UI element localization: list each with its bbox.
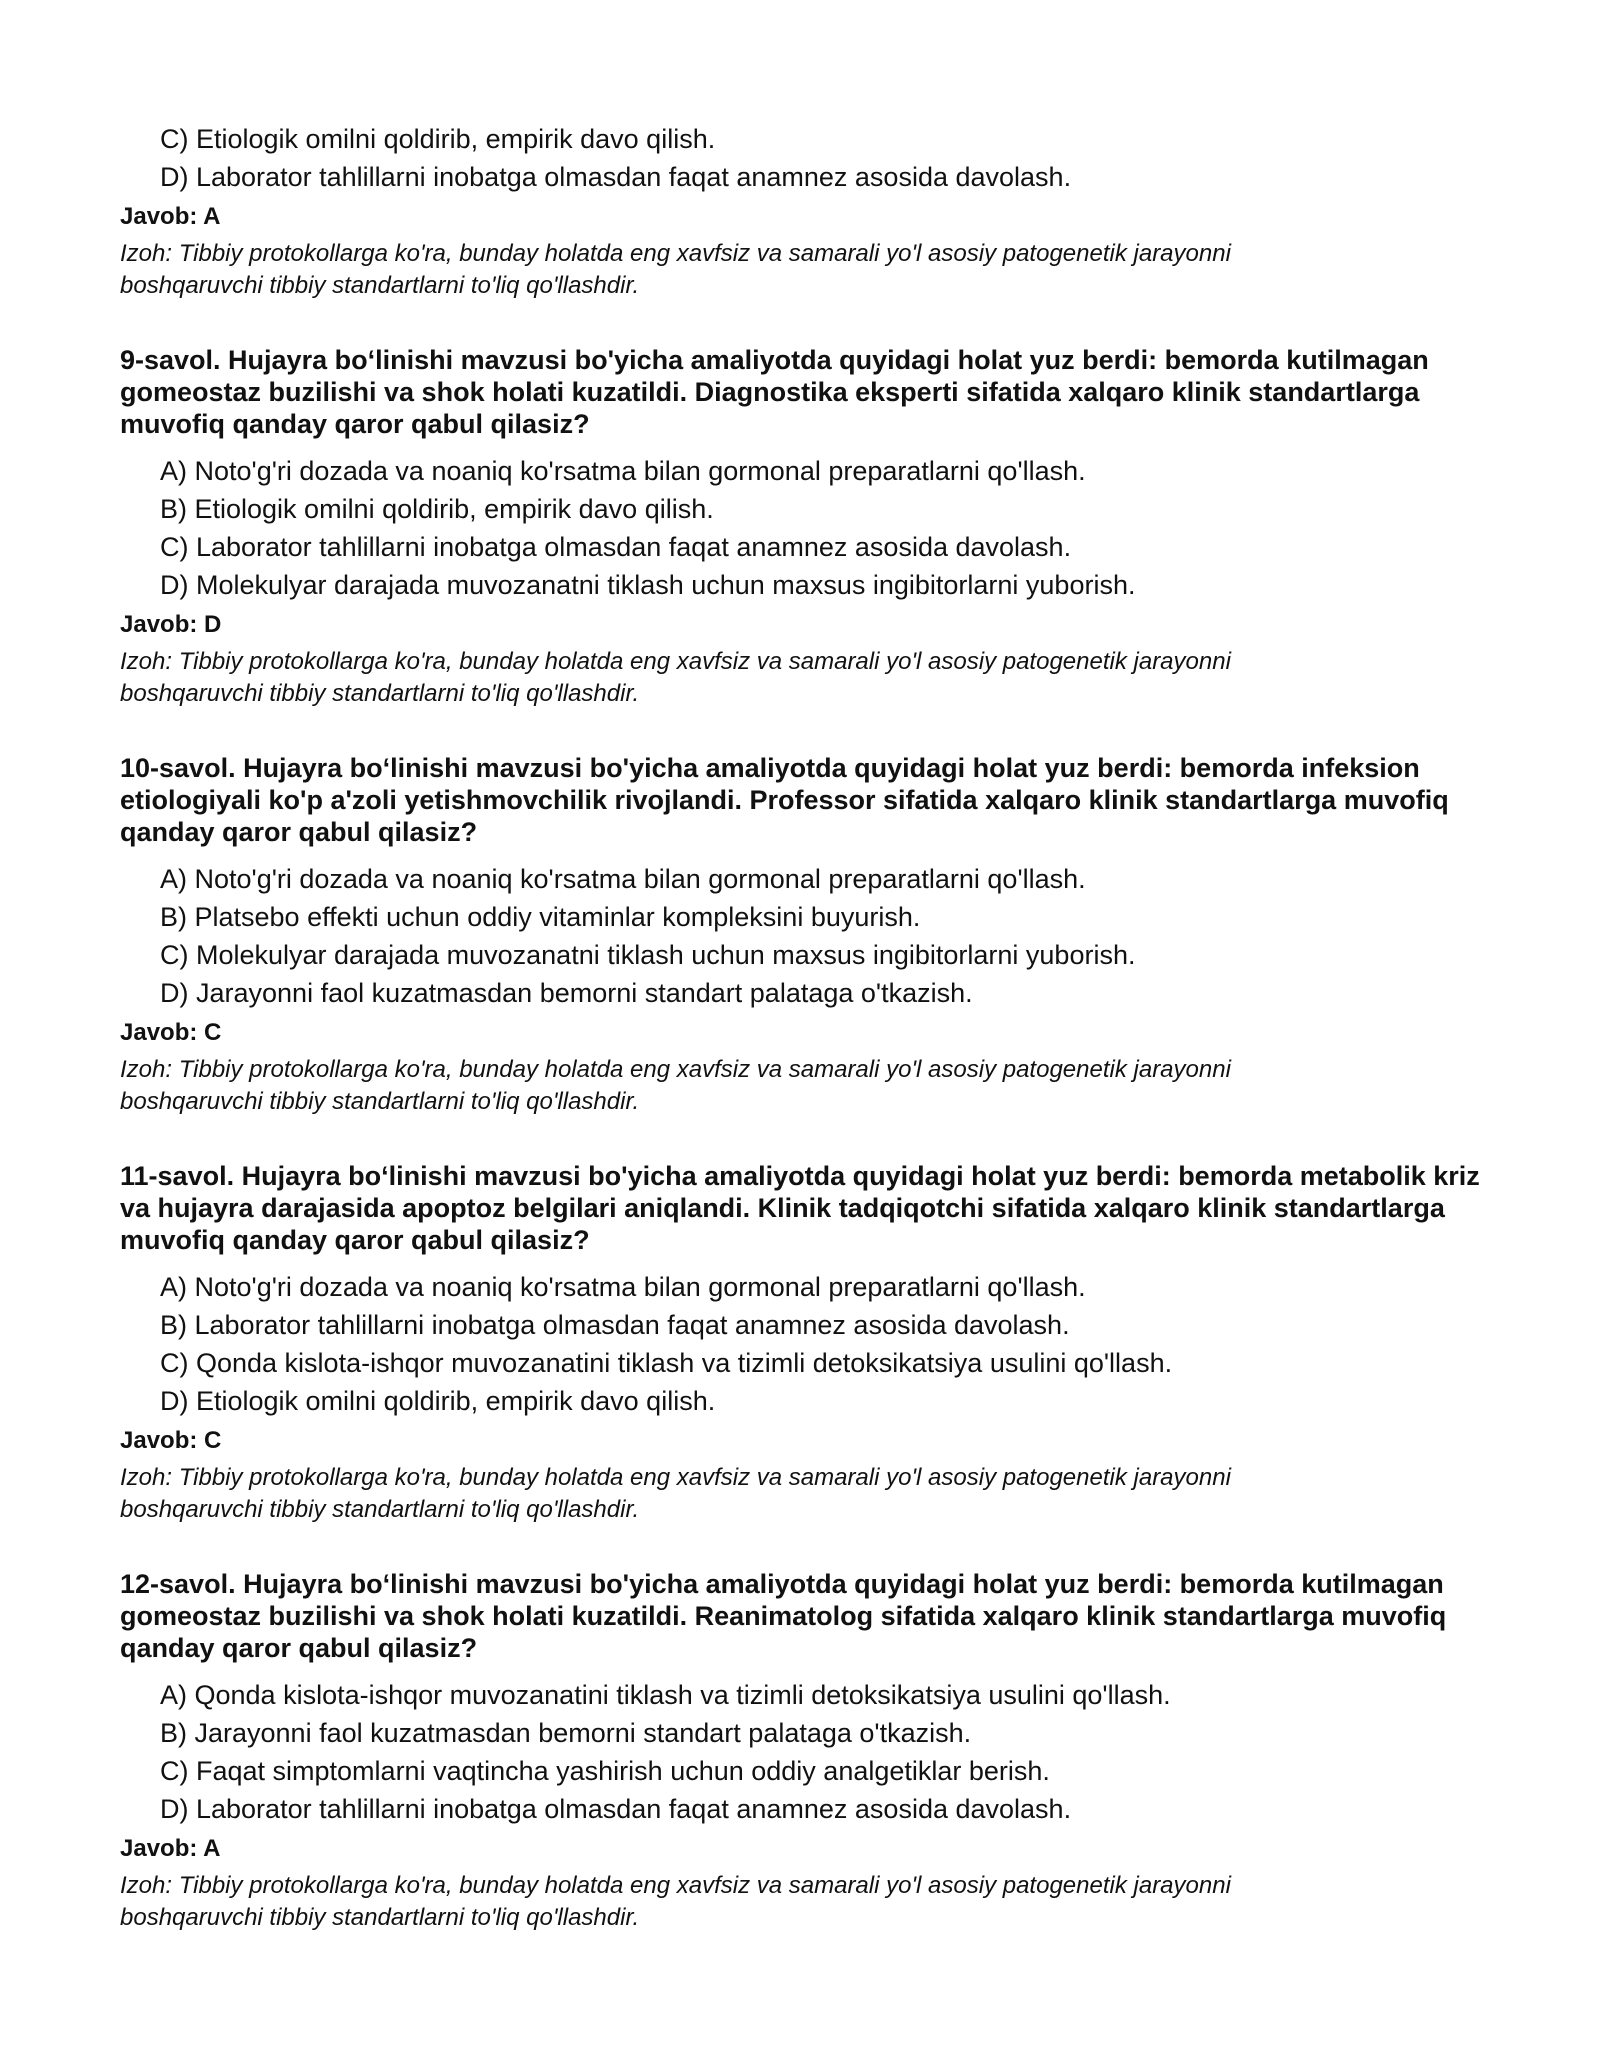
- document-page: [120, 120, 1500, 1934]
- answer-option-d: D) Laborator tahlillarni inobatga olmasdan faqat anamnez asosida davolash.: [160, 162, 1072, 192]
- correct-answer: Javob: A: [120, 1835, 221, 1862]
- answer-option-a: A) Qonda kislota-ishqor muvozanatini tiklash va tizimli detoksikatsiya usulini qo'llash.: [160, 1680, 1171, 1710]
- explanation-note: Izoh: Tibbiy protokollarga ko'ra, bunday holatda eng xavfsiz va samarali yo'l asosiy patogenetik jarayonni boshqaruvchi tibbiy standartlarni to'liq qo'llashdir.: [120, 240, 1231, 299]
- answer-option-a: A) Noto'g'ri dozada va noaniq ko'rsatma bilan gormonal preparatlarni qo'llash.: [160, 456, 1086, 486]
- answer-option-c: C) Qonda kislota-ishqor muvozanatini tiklash va tizimli detoksikatsiya usulini qo'llash.: [160, 1348, 1173, 1378]
- answer-option-a: A) Noto'g'ri dozada va noaniq ko'rsatma bilan gormonal preparatlarni qo'llash.: [160, 864, 1086, 894]
- question-text: 9-savol. Hujayra bo‘linishi mavzusi bo'yicha amaliyotda quyidagi holat yuz berdi: bemorda kutilmagan gomeostaz buzilishi va shok holati kuzatildi. Diagnostika eksperti sifatida xalqaro klinik standartlarga muvofiq qanday qaror qabul qilasiz?: [120, 345, 1429, 439]
- explanation-note: Izoh: Tibbiy protokollarga ko'ra, bunday holatda eng xavfsiz va samarali yo'l asosiy patogenetik jarayonni boshqaruvchi tibbiy standartlarni to'liq qo'llashdir.: [120, 1872, 1231, 1931]
- correct-answer: Javob: A: [120, 203, 221, 230]
- explanation-note: Izoh: Tibbiy protokollarga ko'ra, bunday holatda eng xavfsiz va samarali yo'l asosiy patogenetik jarayonni boshqaruvchi tibbiy standartlarni to'liq qo'llashdir.: [120, 1056, 1231, 1115]
- answer-option-b: B) Jarayonni faol kuzatmasdan bemorni standart palataga o'tkazish.: [160, 1718, 972, 1748]
- answer-option-b: B) Platsebo effekti uchun oddiy vitaminlar kompleksini buyurish.: [160, 902, 921, 932]
- question-11: [120, 1160, 1500, 1526]
- answer-option-c: C) Etiologik omilni qoldirib, empirik davo qilish.: [160, 124, 716, 154]
- question-12: [120, 1568, 1500, 1934]
- answer-option-b: B) Etiologik omilni qoldirib, empirik davo qilish.: [160, 494, 714, 524]
- answer-option-a: A) Noto'g'ri dozada va noaniq ko'rsatma bilan gormonal preparatlarni qo'llash.: [160, 1272, 1086, 1302]
- explanation-note: Izoh: Tibbiy protokollarga ko'ra, bunday holatda eng xavfsiz va samarali yo'l asosiy patogenetik jarayonni boshqaruvchi tibbiy standartlarni to'liq qo'llashdir.: [120, 648, 1231, 707]
- question-text: 12-savol. Hujayra bo‘linishi mavzusi bo'yicha amaliyotda quyidagi holat yuz berdi: bemorda kutilmagan gomeostaz buzilishi va shok holati kuzatildi. Reanimatolog sifatida xalqaro klinik standartlarga muvofiq qanday qaror qabul qilasiz?: [120, 1569, 1447, 1663]
- answer-option-d: D) Etiologik omilni qoldirib, empirik davo qilish.: [160, 1386, 716, 1416]
- answer-option-c: C) Faqat simptomlarni vaqtincha yashirish uchun oddiy analgetiklar berish.: [160, 1756, 1050, 1786]
- question-10: [120, 752, 1500, 1118]
- correct-answer: Javob: C: [120, 1019, 222, 1046]
- explanation-note: Izoh: Tibbiy protokollarga ko'ra, bunday holatda eng xavfsiz va samarali yo'l asosiy patogenetik jarayonni boshqaruvchi tibbiy standartlarni to'liq qo'llashdir.: [120, 1464, 1231, 1523]
- previous-question-tail: [120, 120, 1500, 302]
- answer-option-d: D) Laborator tahlillarni inobatga olmasdan faqat anamnez asosida davolash.: [160, 1794, 1072, 1824]
- question-text: 11-savol. Hujayra bo‘linishi mavzusi bo'yicha amaliyotda quyidagi holat yuz berdi: bemorda metabolik kriz va hujayra darajasida apoptoz belgilari aniqlandi. Klinik tadqiqotchi sifatida xalqaro klinik standartlarga muvofiq qanday qaror qabul qilasiz?: [120, 1161, 1480, 1255]
- answer-option-d: D) Jarayonni faol kuzatmasdan bemorni standart palataga o'tkazish.: [160, 978, 973, 1008]
- correct-answer: Javob: C: [120, 1427, 222, 1454]
- question-9: [120, 344, 1500, 710]
- answer-option-b: B) Laborator tahlillarni inobatga olmasdan faqat anamnez asosida davolash.: [160, 1310, 1070, 1340]
- answer-option-d: D) Molekulyar darajada muvozanatni tiklash uchun maxsus ingibitorlarni yuborish.: [160, 570, 1136, 600]
- answer-option-c: C) Molekulyar darajada muvozanatni tiklash uchun maxsus ingibitorlarni yuborish.: [160, 940, 1136, 970]
- correct-answer: Javob: D: [120, 611, 222, 638]
- question-text: 10-savol. Hujayra bo‘linishi mavzusi bo'yicha amaliyotda quyidagi holat yuz berdi: bemorda infeksion etiologiyali ko'p a'zoli yetishmovchilik rivojlandi. Professor sifatida xalqaro klinik standartlarga muvofiq qanday qaror qabul qilasiz?: [120, 753, 1449, 847]
- answer-option-c: C) Laborator tahlillarni inobatga olmasdan faqat anamnez asosida davolash.: [160, 532, 1072, 562]
